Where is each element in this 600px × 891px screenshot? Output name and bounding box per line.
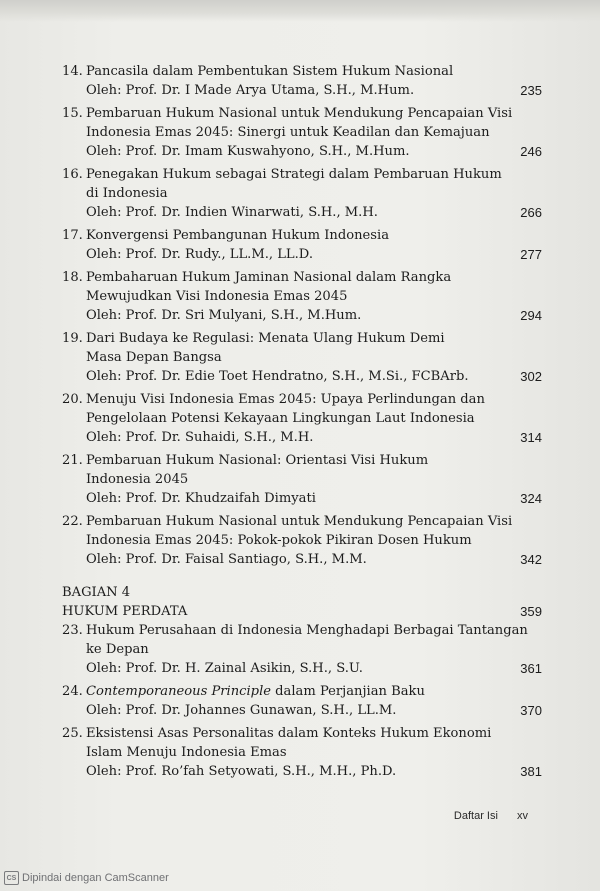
entry-page: 381 [520,764,542,779]
entry-title-cont: ke Depan [86,642,149,657]
toc-entry-20 [62,390,542,447]
entry-author: Oleh: Prof. Dr. Edie Toet Hendratno, S.H., M.Si., FCBArb. [86,369,469,384]
entry-title: Pembaharuan Hukum Jaminan Nasional dalam Rangka [86,270,452,285]
toc-entry-19 [62,329,542,386]
entry-page: 302 [520,369,542,384]
toc-entry-14 [62,62,542,100]
toc-entry-15 [62,104,542,161]
entry-title-cont: Masa Depan Bangsa [86,350,222,365]
entry-number: 18. [62,270,83,285]
entry-author: Oleh: Prof. Ro’fah Setyowati, S.H., M.H., Ph.D. [86,764,397,779]
entry-title: Konvergensi Pembangunan Hukum Indonesia [86,228,390,243]
entry-author: Oleh: Prof. Dr. Imam Kuswahyono, S.H., M.Hum. [86,144,410,159]
entry-author: Oleh: Prof. Dr. H. Zainal Asikin, S.H., S.U. [86,661,363,676]
entry-page: 314 [520,430,542,445]
entry-page: 370 [520,703,542,718]
entry-author: Oleh: Prof. Dr. I Made Arya Utama, S.H., M.Hum. [86,83,415,98]
entry-author: Oleh: Prof. Dr. Khudzaifah Dimyati [86,491,316,506]
page-top-shadow [0,0,600,22]
toc-entry-18 [62,268,542,325]
entry-number: 20. [62,392,83,407]
entry-number: 22. [62,514,83,529]
entry-number: 23. [62,623,83,638]
entry-author: Oleh: Prof. Dr. Indien Winarwati, S.H., M.H. [86,205,378,220]
entry-title: Hukum Perusahaan di Indonesia Menghadapi Berbagai Tantangan [86,623,528,638]
footer-label: Daftar Isi [453,810,498,822]
entry-author: Oleh: Prof. Dr. Rudy., LL.M., LL.D. [86,247,313,262]
entry-number: 14. [62,64,83,79]
table-of-contents [62,62,542,785]
entry-title-cont: Indonesia Emas 2045: Sinergi untuk Keadilan dan Kemajuan [86,125,490,140]
section-label: BAGIAN 4 [62,585,131,600]
entry-title: Dari Budaya ke Regulasi: Menata Ulang Hukum Demi [86,331,445,346]
entry-title: Menuju Visi Indonesia Emas 2045: Upaya Perlindungan dan [86,392,485,407]
entry-page: 324 [520,491,542,506]
entry-title-cont: Mewujudkan Visi Indonesia Emas 2045 [86,289,348,304]
entry-number: 17. [62,228,83,243]
entry-page: 342 [520,552,542,567]
toc-entry-16 [62,165,542,222]
entry-number: 25. [62,726,83,741]
entry-title: Pembaruan Hukum Nasional untuk Mendukung Pencapaian Visi [86,106,513,121]
toc-entry-25 [62,724,542,781]
toc-entry-24 [62,682,542,720]
footer-page-number: xv [517,810,528,822]
section-page: 359 [520,604,542,619]
scanner-watermark [4,871,169,885]
entry-number: 15. [62,106,83,121]
toc-entry-21 [62,451,542,508]
entry-title-cont: Islam Menuju Indonesia Emas [86,745,287,760]
camscanner-logo-icon: CS [4,871,19,885]
entry-title-cont: Indonesia 2045 [86,472,189,487]
page-footer [454,810,528,822]
entry-number: 16. [62,167,83,182]
entry-author: Oleh: Prof. Dr. Faisal Santiago, S.H., M.M. [86,552,367,567]
entry-title: Pembaruan Hukum Nasional: Orientasi Visi Hukum [86,453,429,468]
entry-page: 235 [520,83,542,98]
entry-page: 266 [520,205,542,220]
entry-page: 361 [520,661,542,676]
entry-title: Pancasila dalam Pembentukan Sistem Hukum Nasional [86,64,454,79]
entry-page: 277 [520,247,542,262]
entry-title: Penegakan Hukum sebagai Strategi dalam Pembaruan Hukum [86,167,502,182]
entry-title-cont: Indonesia Emas 2045: Pokok-pokok Pikiran Dosen Hukum [86,533,472,548]
entry-author: Oleh: Prof. Dr. Sri Mulyani, S.H., M.Hum. [86,308,362,323]
section-bagian-4 [62,583,542,621]
entry-number: 24. [62,684,83,699]
entry-title-italic: Contemporaneous Principle [86,684,272,699]
toc-entry-17 [62,226,542,264]
entry-page: 246 [520,144,542,159]
entry-author: Oleh: Prof. Dr. Suhaidi, S.H., M.H. [86,430,314,445]
entry-title: Pembaruan Hukum Nasional untuk Mendukung Pencapaian Visi [86,514,513,529]
entry-number: 21. [62,453,83,468]
toc-entry-23 [62,621,542,678]
entry-title-cont: di Indonesia [86,186,168,201]
entry-title: dalam Perjanjian Baku [271,684,425,699]
section-title: HUKUM PERDATA [62,604,188,619]
entry-page: 294 [520,308,542,323]
entry-number: 19. [62,331,83,346]
entry-title: Eksistensi Asas Personalitas dalam Konteks Hukum Ekonomi [86,726,492,741]
toc-entry-22 [62,512,542,569]
watermark-text: Dipindai dengan CamScanner [22,872,169,884]
entry-author: Oleh: Prof. Dr. Johannes Gunawan, S.H., LL.M. [86,703,397,718]
entry-title-cont: Pengelolaan Potensi Kekayaan Lingkungan Laut Indonesia [86,411,475,426]
